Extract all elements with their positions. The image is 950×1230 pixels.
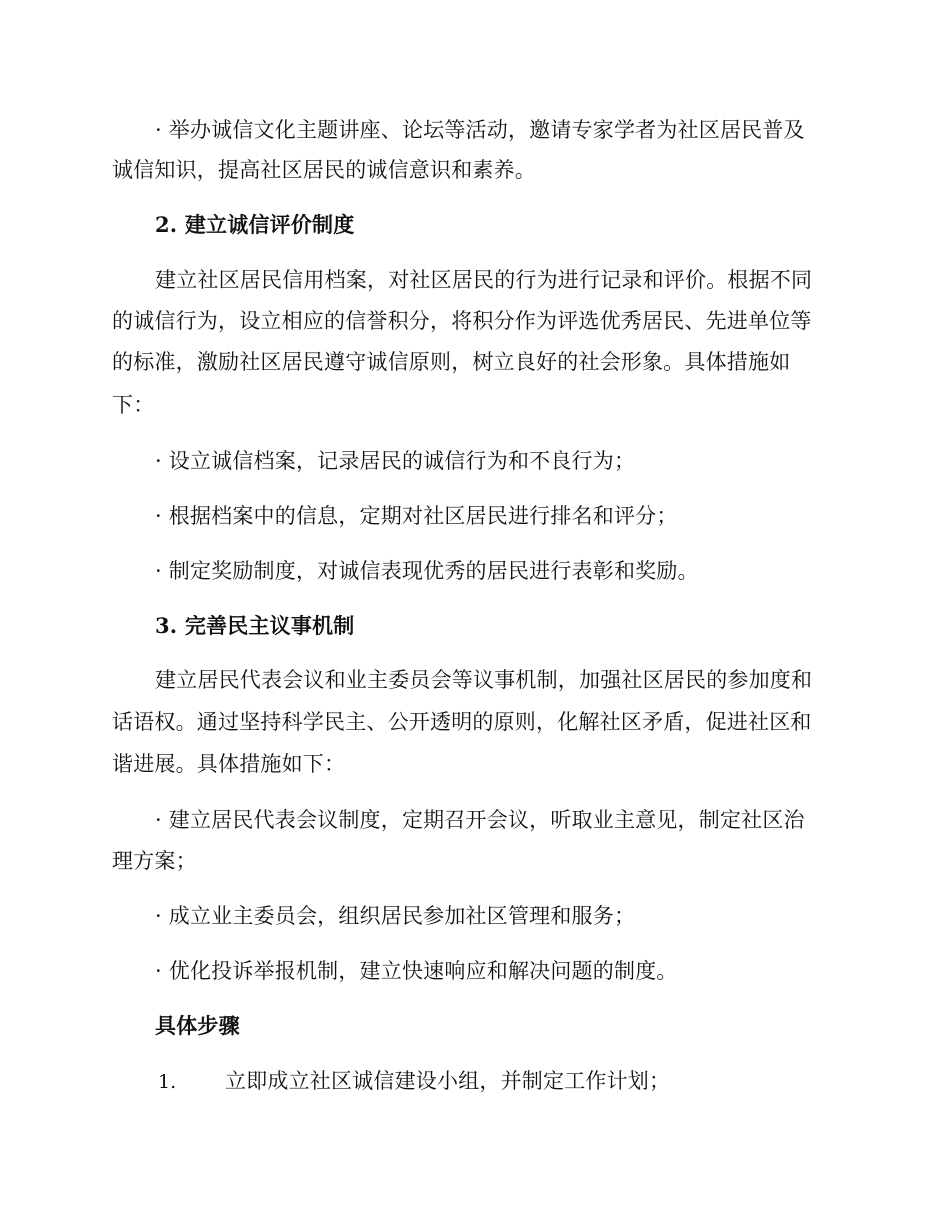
bullet-item: · 制定奖励制度，对诚信表现优秀的居民进行表彰和奖励。: [155, 559, 699, 583]
bullet-item: · 设立诚信档案，记录居民的诚信行为和不良行为；: [155, 449, 636, 473]
section-heading-2: 2. 建立诚信评价制度: [155, 212, 355, 237]
list-item-number: 1.: [158, 1071, 177, 1093]
paragraph-line: 谐进展。具体措施如下：: [112, 752, 346, 776]
paragraph-line: 建立居民代表会议和业主委员会等议事机制，加强社区居民的参加度和: [155, 668, 813, 692]
paragraph-line: 建立社区居民信用档案，对社区居民的行为进行记录和评价。根据不同: [155, 268, 813, 292]
bullet-line: · 举办诚信文化主题讲座、论坛等活动，邀请专家学者为社区居民普及: [155, 118, 805, 142]
section-heading-3: 3. 完善民主议事机制: [155, 613, 355, 638]
bullet-item: · 建立居民代表会议制度，定期召开会议，听取业主意见，制定社区治: [155, 808, 805, 832]
bullet-line-continued: 诚信知识，提高社区居民的诚信意识和素养。: [112, 158, 536, 182]
paragraph-line: 的诚信行为，设立相应的信誉积分，将积分作为评选优秀居民、先进单位等: [112, 309, 812, 333]
bullet-item: · 根据档案中的信息，定期对社区居民进行排名和评分；: [155, 504, 678, 528]
paragraph-line: 的标准，激励社区居民遵守诚信原则，树立良好的社会形象。具体措施如: [112, 350, 791, 374]
list-item-text: 立即成立社区诚信建设小组，并制定工作计划；: [225, 1069, 671, 1093]
paragraph-line: 话语权。通过坚持科学民主、公开透明的原则，化解社区矛盾，促进社区和: [112, 710, 812, 734]
bullet-item: · 成立业主委员会，组织居民参加社区管理和服务；: [155, 904, 636, 928]
bullet-item: · 优化投诉举报机制，建立快速响应和解决问题的制度。: [155, 959, 678, 983]
steps-heading: 具体步骤: [155, 1013, 240, 1038]
paragraph-line: 下：: [112, 393, 155, 417]
bullet-line-continued: 理方案；: [112, 849, 197, 873]
